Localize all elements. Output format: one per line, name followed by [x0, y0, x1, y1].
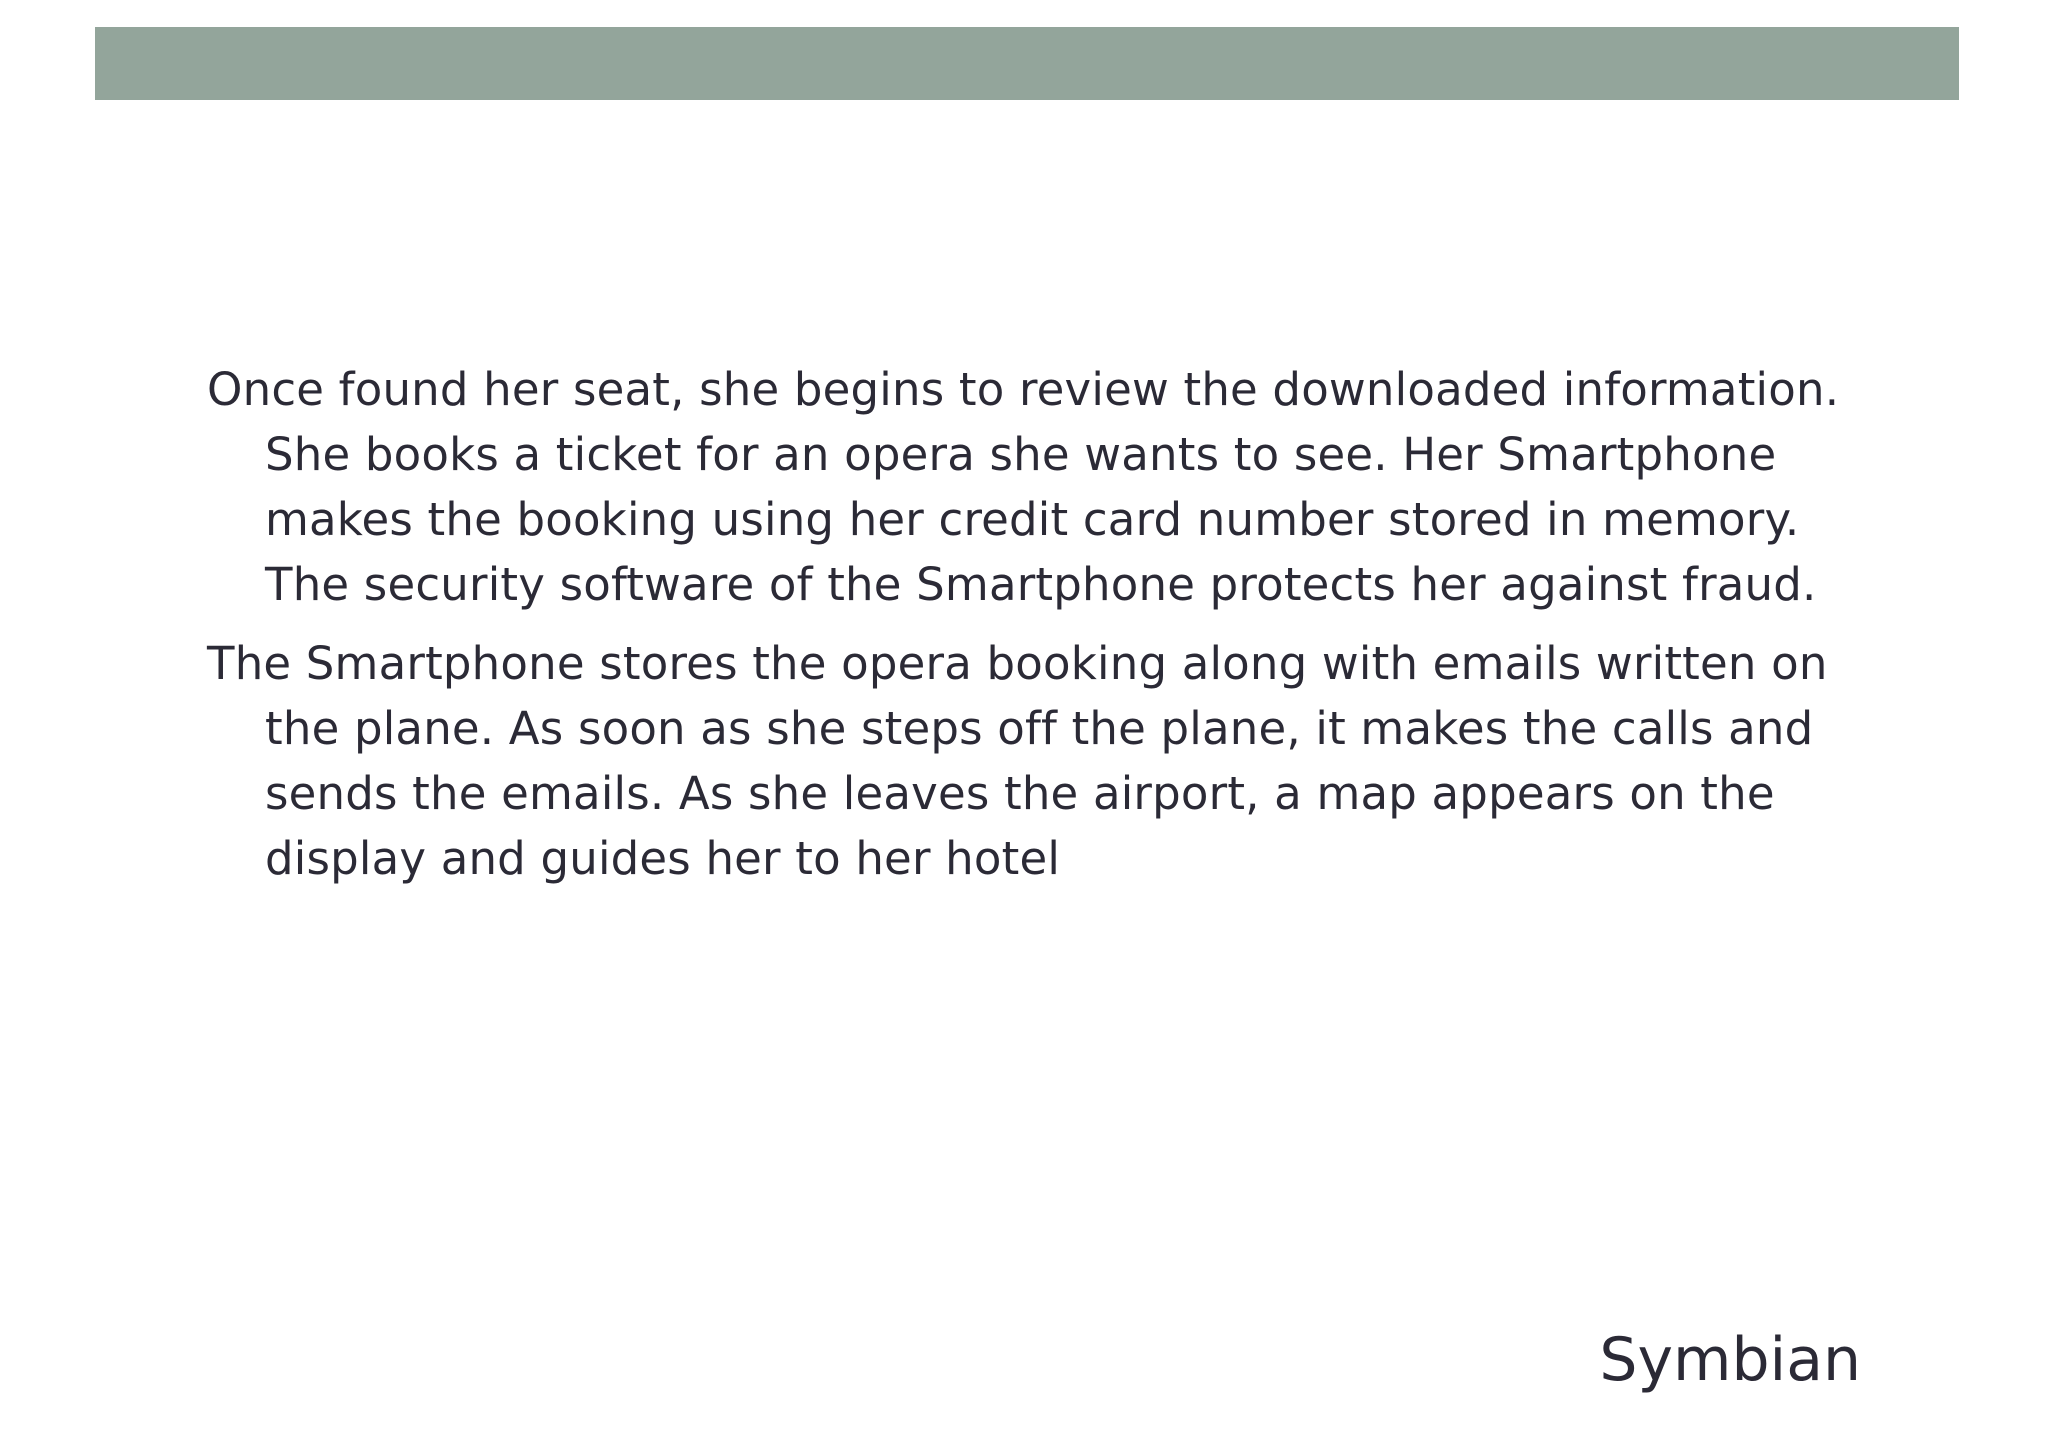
header-bar [95, 27, 1959, 100]
footer-brand: Symbian [1599, 1325, 1861, 1395]
paragraph-seat-review: Once found her seat, she begins to review the downloaded information. She books a ticket for an opera she wants to see. Her Smartphone makes the booking using her credit card number stored in memory. The security software of the Smartphone protects her against fraud. [207, 363, 1840, 611]
paragraph-opera-booking: The Smartphone stores the opera booking along with emails written on the plane. As soon as she steps off the plane, it makes the calls and sends the emails. As she leaves the airport, a map appears on the display and guides her to her hotel [207, 637, 1828, 885]
slide-body [207, 357, 1847, 905]
